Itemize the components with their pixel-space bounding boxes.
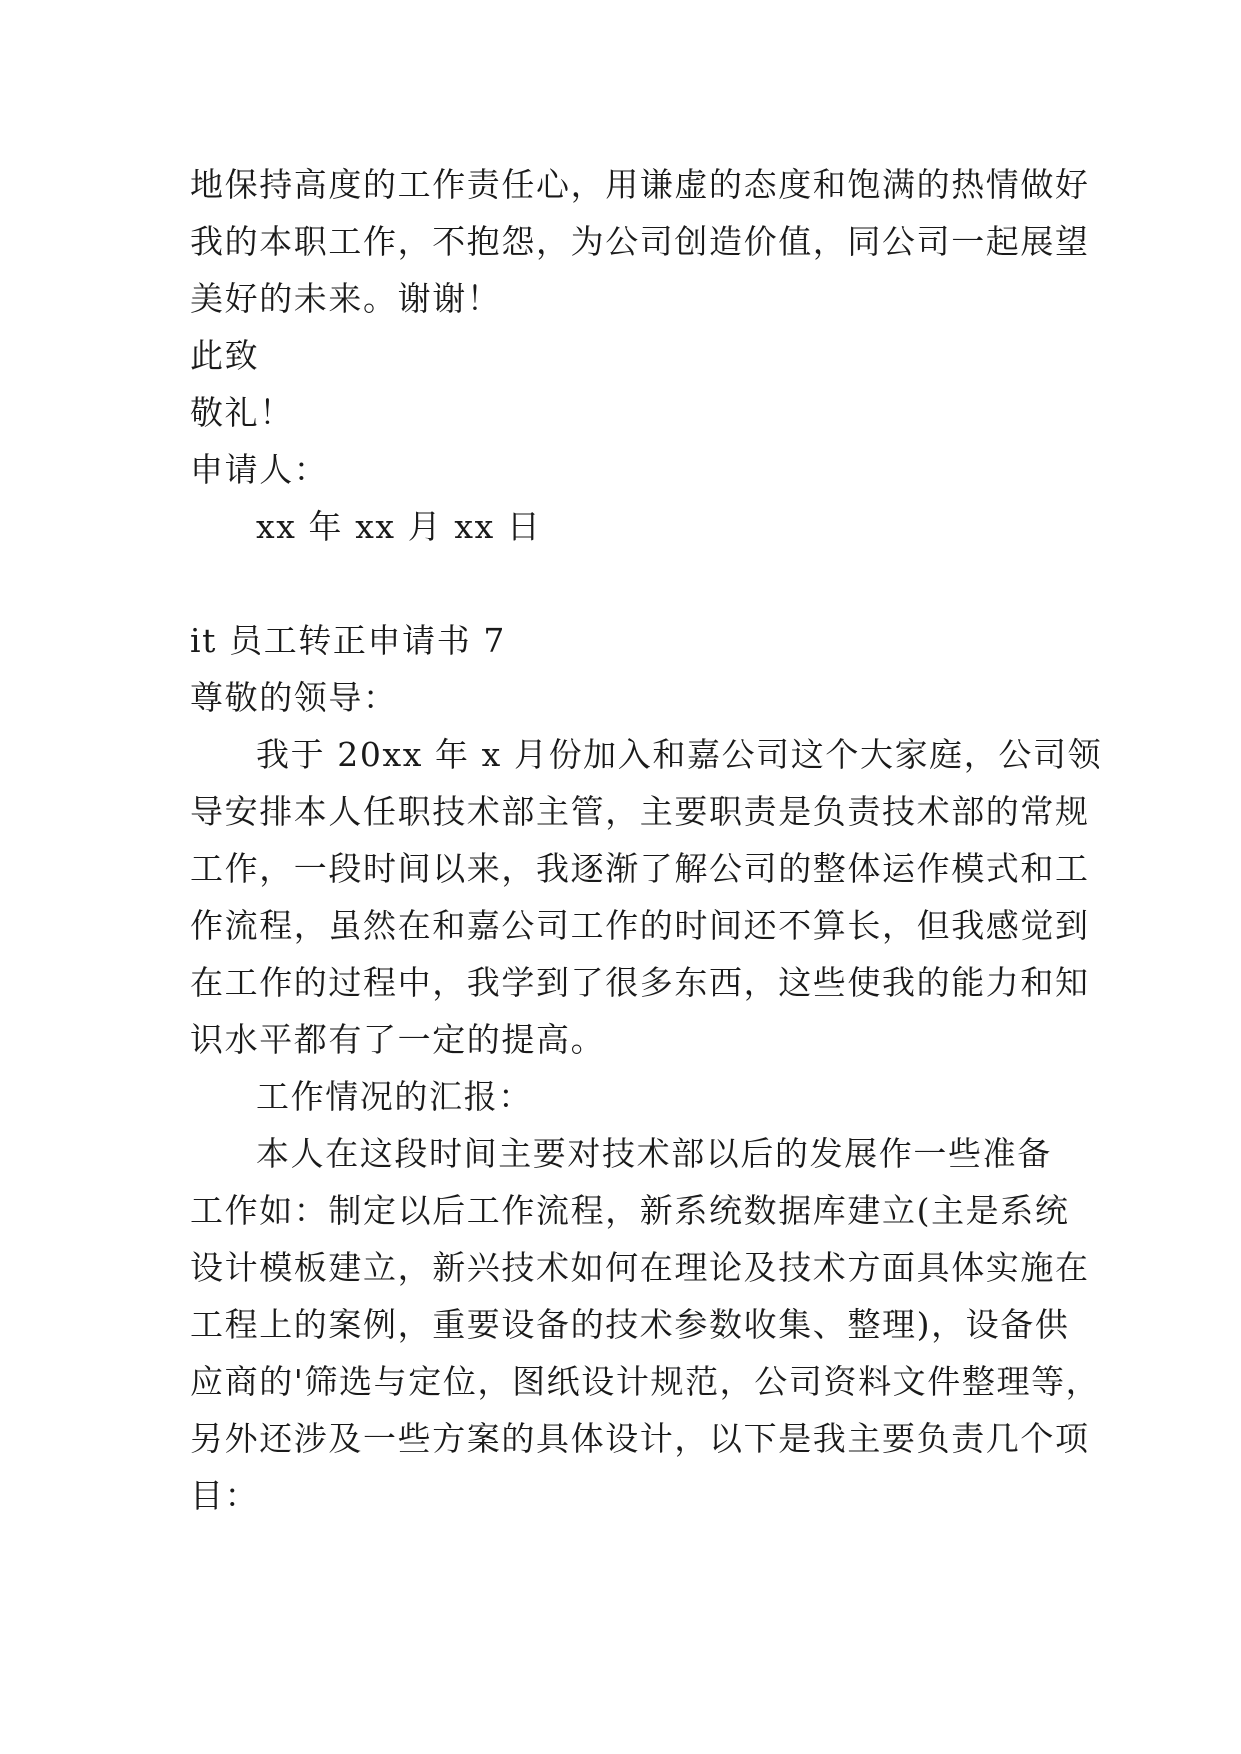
closing-line: 此致: [190, 336, 260, 375]
text-line: 我于 20xx 年 x 月份加入和嘉公司这个大家庭，公司领: [256, 735, 1103, 774]
date-line: xx 年 xx 月 xx 日: [256, 507, 542, 546]
text-line: 在工作的过程中，我学到了很多东西，这些使我的能力和知: [190, 963, 1090, 1002]
text-line: 本人在这段时间主要对技术部以后的发展作一些准备: [256, 1134, 1052, 1173]
text-line: 识水平都有了一定的提高。: [190, 1020, 606, 1059]
section-heading: 工作情况的汇报：: [256, 1077, 533, 1116]
text-line: 作流程，虽然在和嘉公司工作的时间还不算长，但我感觉到: [190, 906, 1090, 945]
greeting-line: 尊敬的领导：: [190, 678, 398, 717]
text-line: 美好的未来。谢谢！: [190, 279, 502, 318]
text-line: 我的本职工作，不抱怨，为公司创造价值，同公司一起展望: [190, 222, 1090, 261]
text-line: 工作，一段时间以来，我逐渐了解公司的整体运作模式和工: [190, 849, 1090, 888]
text-line: 导安排本人任职技术部主管，主要职责是负责技术部的常规: [190, 792, 1090, 831]
document-title: it 员工转正申请书 7: [190, 621, 506, 660]
text-line: 目：: [190, 1476, 260, 1515]
salute-line: 敬礼！: [190, 393, 294, 432]
text-line: 设计模板建立，新兴技术如何在理论及技术方面具体实施在: [190, 1248, 1090, 1287]
text-line: 工作如：制定以后工作流程，新系统数据库建立(主是系统: [190, 1191, 1070, 1230]
text-line: 地保持高度的工作责任心，用谦虚的态度和饱满的热情做好: [190, 165, 1090, 204]
spacer: [190, 555, 1050, 612]
text-line: 另外还涉及一些方案的具体设计，以下是我主要负责几个项: [190, 1419, 1090, 1458]
applicant-label: 申请人：: [190, 450, 329, 489]
text-line: 应商的'筛选与定位，图纸设计规范，公司资料文件整理等，: [190, 1362, 1101, 1401]
text-line: 工程上的案例，重要设备的技术参数收集、整理)，设备供: [190, 1305, 1070, 1344]
document-body: [190, 156, 1103, 1524]
